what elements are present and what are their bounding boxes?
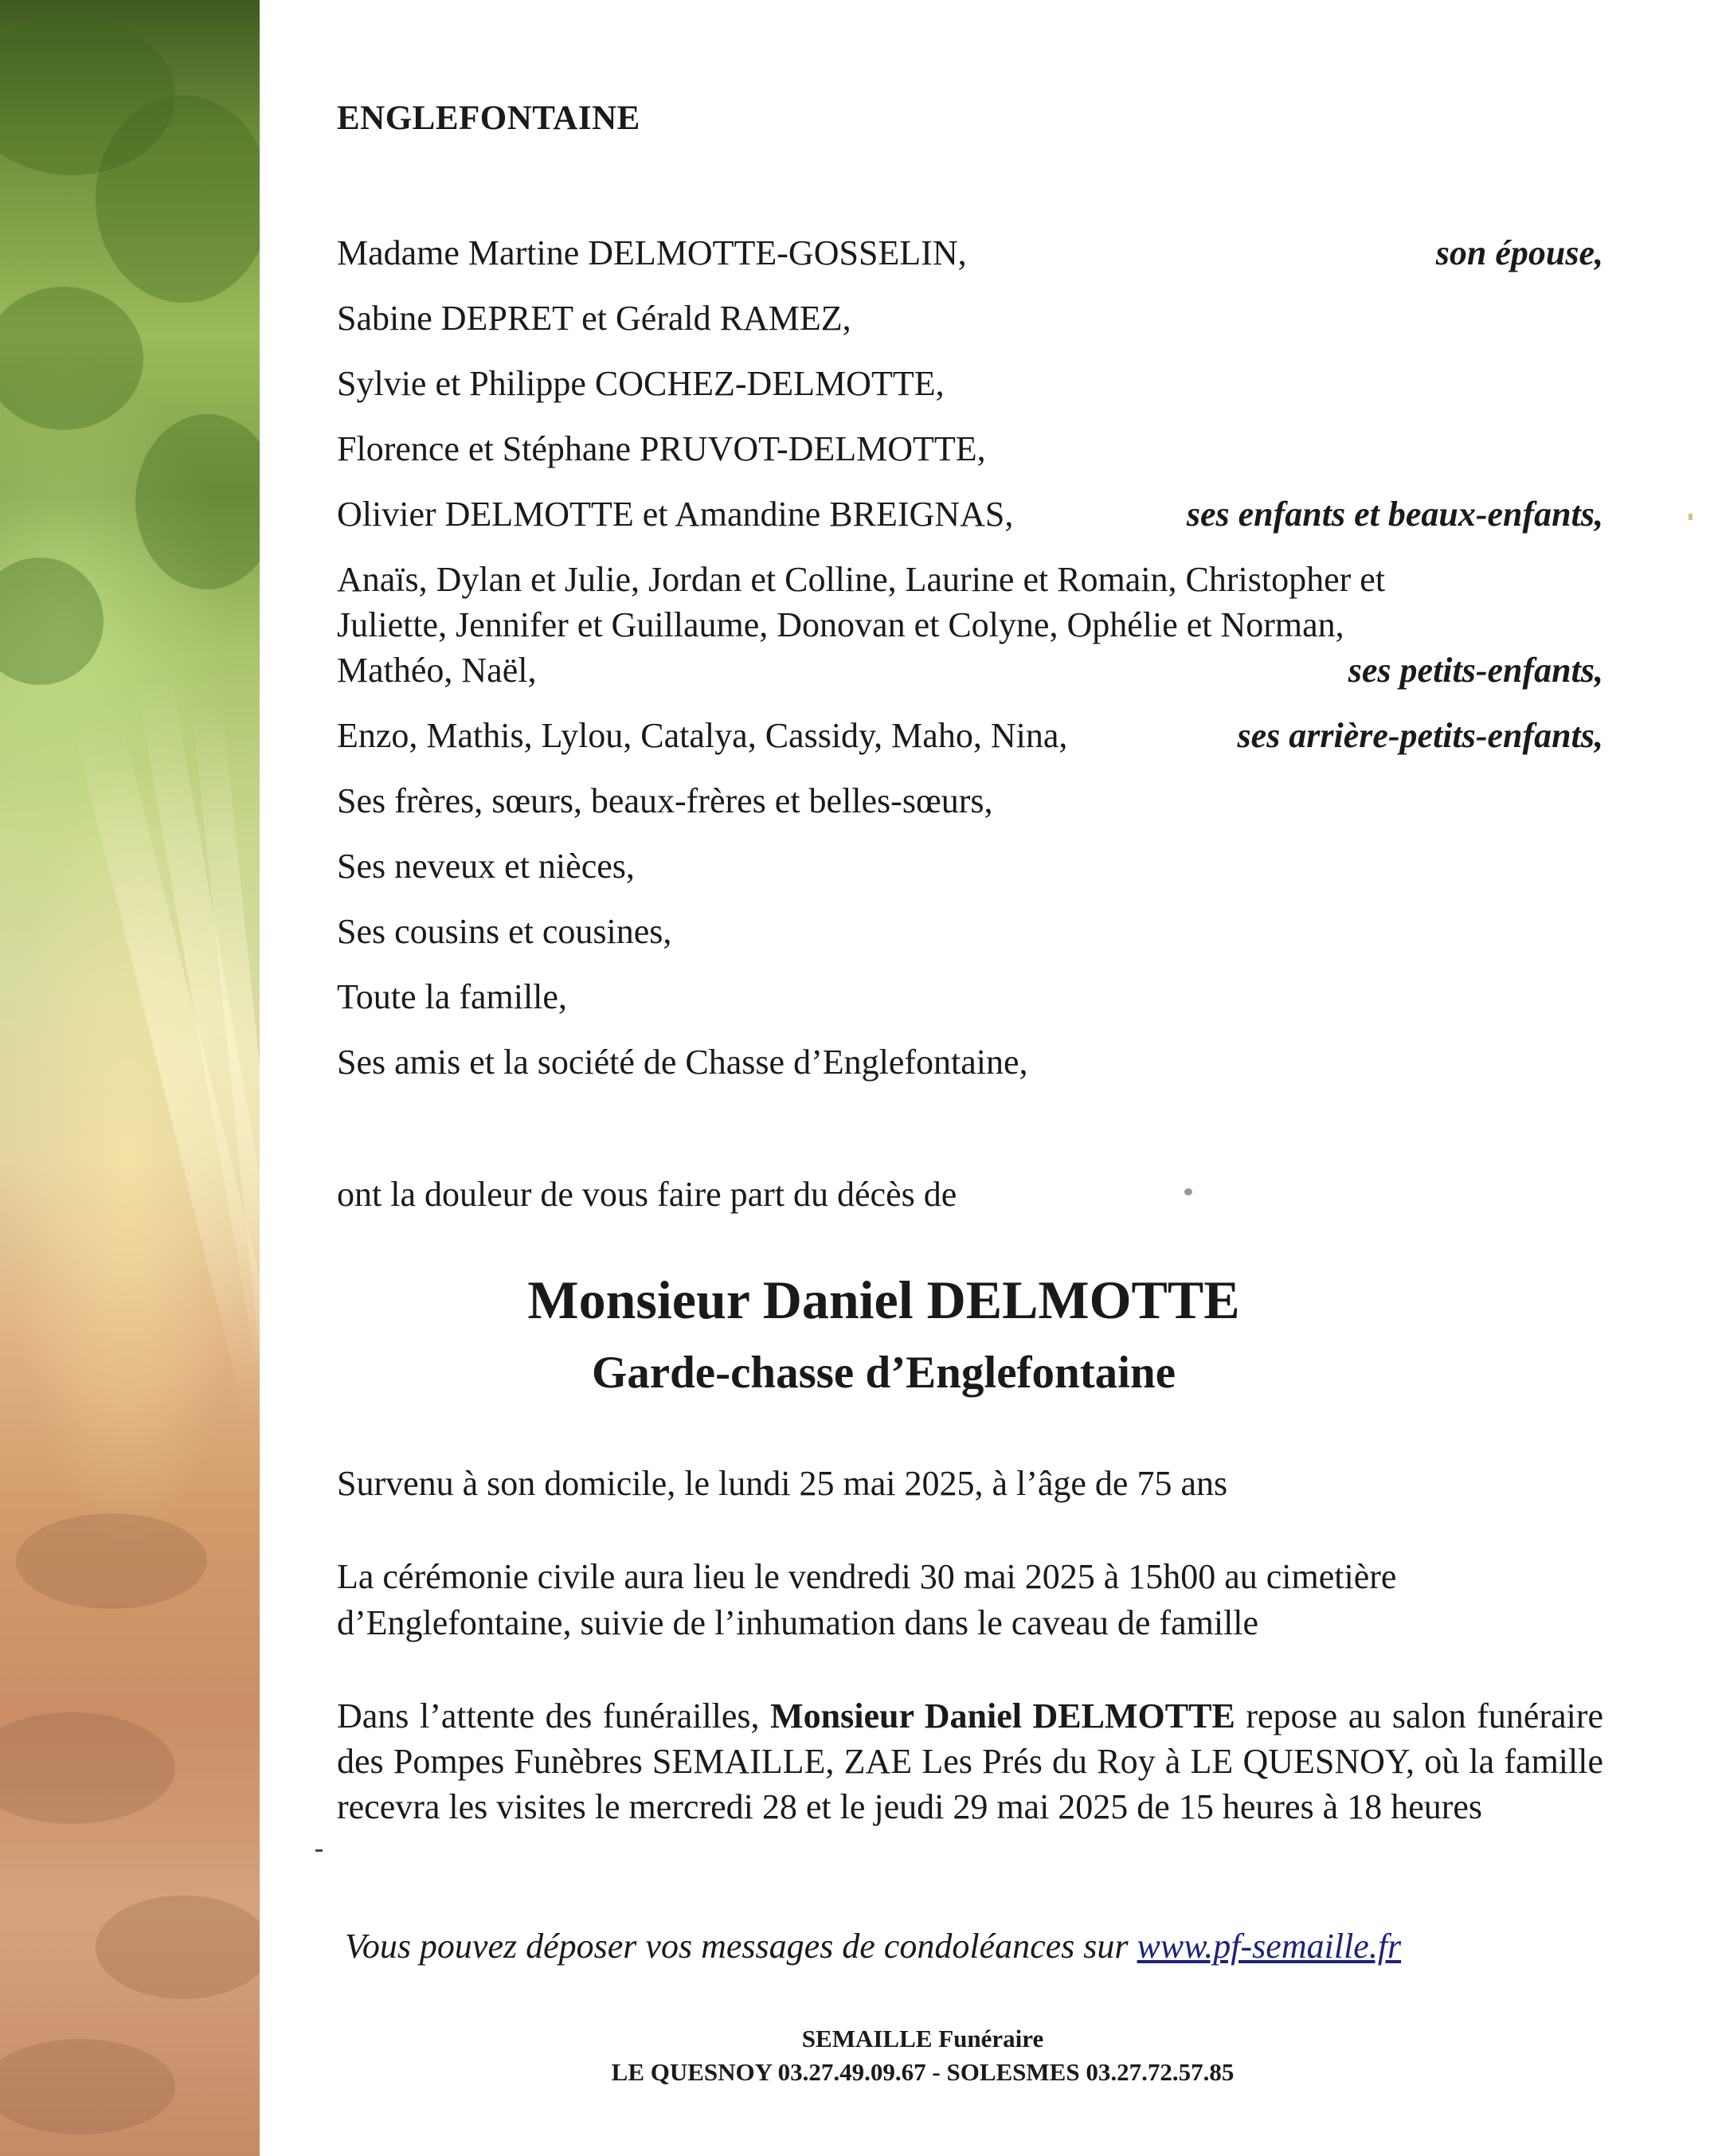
announcement: ont la douleur de vous faire part du décès de	[337, 1175, 957, 1214]
grandchildren-line	[337, 558, 1603, 602]
condolences-text: Vous pouvez déposer vos messages de condoléances sur	[344, 1927, 1129, 1966]
grandchildren-line	[337, 603, 1603, 648]
family-names: Madame Martine DELMOTTE-GOSSELIN,	[337, 233, 967, 272]
deceased-title-text: Garde-chasse d’Englefontaine	[591, 1348, 1176, 1398]
family-names: Olivier DELMOTTE et Amandine BREIGNAS,	[337, 495, 1014, 534]
family-row	[337, 296, 1603, 341]
grandchildren-text: Anaïs, Dylan et Julie, Jordan et Colline, Laurine et Romain, Christopher et	[337, 560, 1386, 599]
family-row	[337, 427, 1603, 472]
footer-company: SEMAILLE Funéraire	[801, 2025, 1044, 2052]
family-names: Florence et Stéphane PRUVOT-DELMOTTE,	[337, 429, 986, 468]
great-grandchildren-names: Enzo, Mathis, Lylou, Catalya, Cassidy, Maho, Nina,	[337, 716, 1068, 755]
family-role: ses enfants et beaux-enfants,	[1186, 495, 1603, 534]
locality-heading: ENGLEFONTAINE	[337, 100, 640, 137]
family-row	[337, 362, 1603, 406]
ceremony-line: La cérémonie civile aura lieu le vendredi 30 mai 2025 à 15h00 au cimetière	[337, 1557, 1397, 1596]
deceased-title	[0, 1346, 1710, 1400]
great-grandchildren-row	[337, 714, 1603, 758]
others-line: Ses cousins et cousines,	[337, 912, 672, 951]
great-grandchildren-role: ses arrière-petits-enfants,	[1237, 716, 1603, 755]
grandchildren-role: ses petits-enfants,	[1348, 651, 1603, 690]
repose-paragraph	[337, 1693, 1603, 1829]
repose-details: repose au salon funéraire des Pompes Funèbres SEMAILLE, ZAE Les Prés du Roy à LE QUESNOY, où la famille recevra les visites le mercredi 28 et le jeudi 29 mai 2025 de 15 heures à 18 heures	[337, 1696, 1604, 1826]
deceased-name-text: Monsieur Daniel DELMOTTE	[527, 1270, 1240, 1330]
others-line: Ses amis et la société de Chasse d’Englefontaine,	[337, 1043, 1028, 1082]
forest-photo-strip	[0, 0, 260, 2156]
others-line: Ses neveux et nièces,	[337, 847, 635, 886]
footer-contacts: LE QUESNOY 03.27.49.09.67 - SOLESMES 03.27.72.57.85	[611, 2058, 1235, 2086]
repose-name: Monsieur Daniel DELMOTTE	[770, 1696, 1235, 1735]
ceremony-line: d’Englefontaine, suivie de l’inhumation dans le caveau de famille	[337, 1603, 1259, 1642]
condolences-link[interactable]: www.pf-semaille.fr	[1137, 1927, 1402, 1966]
deceased-name	[0, 1268, 1710, 1332]
scan-speck	[315, 1849, 323, 1852]
grandchildren-line	[337, 648, 1603, 693]
grandchildren-text: Juliette, Jennifer et Guillaume, Donovan et Colyne, Ophélie et Norman,	[337, 605, 1344, 644]
family-names: Sabine DEPRET et Gérald RAMEZ,	[337, 299, 851, 338]
family-names: Sylvie et Philippe COCHEZ-DELMOTTE,	[337, 364, 945, 403]
others-line: Toute la famille,	[337, 977, 567, 1016]
family-role: son épouse,	[1435, 233, 1603, 272]
scan-speck	[1688, 514, 1692, 520]
grandchildren-text: Mathéo, Naël,	[337, 651, 537, 690]
repose-intro: Dans l’attente des funérailles,	[337, 1696, 760, 1735]
scan-speck	[1184, 1188, 1192, 1195]
family-row-children	[337, 492, 1603, 537]
condolences-note	[0, 1926, 1710, 1966]
others-line: Ses frères, sœurs, beaux-frères et belles-sœurs,	[337, 781, 993, 820]
death-info: Survenu à son domicile, le lundi 25 mai 2025, à l’âge de 75 ans	[337, 1464, 1228, 1503]
family-row-spouse	[337, 231, 1603, 276]
